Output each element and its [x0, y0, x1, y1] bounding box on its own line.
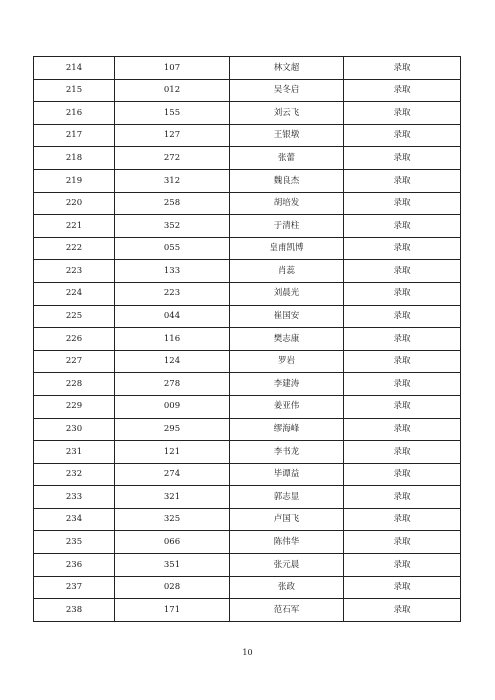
seq-cell: 229 — [34, 395, 115, 418]
seq-cell: 222 — [34, 237, 115, 260]
seq-cell: 227 — [34, 350, 115, 373]
code-cell: 107 — [115, 57, 230, 80]
table-row — [34, 554, 461, 577]
code-cell: 312 — [115, 169, 230, 192]
seq-cell: 226 — [34, 328, 115, 351]
code-cell: 133 — [115, 260, 230, 283]
status-cell: 录取 — [344, 57, 461, 80]
table-row — [34, 237, 461, 260]
status-cell: 录取 — [344, 554, 461, 577]
status-cell: 录取 — [344, 395, 461, 418]
admission-table-body — [34, 57, 461, 622]
status-cell: 录取 — [344, 531, 461, 554]
table-row — [34, 102, 461, 125]
name-cell: 林文超 — [230, 57, 344, 80]
seq-cell: 223 — [34, 260, 115, 283]
seq-cell: 236 — [34, 554, 115, 577]
seq-cell: 228 — [34, 373, 115, 396]
table-row — [34, 79, 461, 102]
name-cell: 肖蕊 — [230, 260, 344, 283]
seq-cell: 217 — [34, 124, 115, 147]
status-cell: 录取 — [344, 305, 461, 328]
status-cell: 录取 — [344, 418, 461, 441]
admission-table — [33, 56, 461, 622]
code-cell: 278 — [115, 373, 230, 396]
table-row — [34, 599, 461, 622]
table-row — [34, 260, 461, 283]
code-cell: 009 — [115, 395, 230, 418]
seq-cell: 224 — [34, 282, 115, 305]
code-cell: 272 — [115, 147, 230, 170]
table-row — [34, 215, 461, 238]
code-cell: 055 — [115, 237, 230, 260]
name-cell: 胡培发 — [230, 192, 344, 215]
seq-cell: 230 — [34, 418, 115, 441]
name-cell: 魏良杰 — [230, 169, 344, 192]
seq-cell: 234 — [34, 508, 115, 531]
name-cell: 毕谭益 — [230, 463, 344, 486]
table-row — [34, 328, 461, 351]
table-row — [34, 576, 461, 599]
status-cell: 录取 — [344, 260, 461, 283]
table-row — [34, 57, 461, 80]
table-row — [34, 147, 461, 170]
status-cell: 录取 — [344, 350, 461, 373]
seq-cell: 221 — [34, 215, 115, 238]
page-number: 10 — [242, 648, 253, 657]
code-cell: 258 — [115, 192, 230, 215]
name-cell: 吴冬启 — [230, 79, 344, 102]
table-row — [34, 192, 461, 215]
name-cell: 陈伟华 — [230, 531, 344, 554]
code-cell: 352 — [115, 215, 230, 238]
name-cell: 皇甫凯博 — [230, 237, 344, 260]
name-cell: 李建涛 — [230, 373, 344, 396]
seq-cell: 237 — [34, 576, 115, 599]
name-cell: 范石军 — [230, 599, 344, 622]
status-cell: 录取 — [344, 486, 461, 509]
seq-cell: 231 — [34, 441, 115, 464]
status-cell: 录取 — [344, 463, 461, 486]
code-cell: 155 — [115, 102, 230, 125]
status-cell: 录取 — [344, 373, 461, 396]
status-cell: 录取 — [344, 576, 461, 599]
name-cell: 崔国安 — [230, 305, 344, 328]
seq-cell: 219 — [34, 169, 115, 192]
status-cell: 录取 — [344, 169, 461, 192]
table-row — [34, 124, 461, 147]
status-cell: 录取 — [344, 124, 461, 147]
name-cell: 刘晨光 — [230, 282, 344, 305]
status-cell: 录取 — [344, 79, 461, 102]
status-cell: 录取 — [344, 192, 461, 215]
name-cell: 于清柱 — [230, 215, 344, 238]
status-cell: 录取 — [344, 328, 461, 351]
status-cell: 录取 — [344, 102, 461, 125]
name-cell: 郭志显 — [230, 486, 344, 509]
table-row — [34, 305, 461, 328]
seq-cell: 214 — [34, 57, 115, 80]
seq-cell: 233 — [34, 486, 115, 509]
code-cell: 124 — [115, 350, 230, 373]
seq-cell: 238 — [34, 599, 115, 622]
code-cell: 066 — [115, 531, 230, 554]
name-cell: 张元晨 — [230, 554, 344, 577]
seq-cell: 225 — [34, 305, 115, 328]
name-cell: 王银墩 — [230, 124, 344, 147]
name-cell: 罗岩 — [230, 350, 344, 373]
name-cell: 樊志康 — [230, 328, 344, 351]
table-row — [34, 350, 461, 373]
name-cell: 卢国飞 — [230, 508, 344, 531]
seq-cell: 235 — [34, 531, 115, 554]
status-cell: 录取 — [344, 508, 461, 531]
table-row — [34, 373, 461, 396]
name-cell: 张政 — [230, 576, 344, 599]
name-cell: 李书龙 — [230, 441, 344, 464]
code-cell: 127 — [115, 124, 230, 147]
table-row — [34, 441, 461, 464]
name-cell: 缪海峰 — [230, 418, 344, 441]
status-cell: 录取 — [344, 237, 461, 260]
status-cell: 录取 — [344, 215, 461, 238]
seq-cell: 232 — [34, 463, 115, 486]
code-cell: 012 — [115, 79, 230, 102]
seq-cell: 216 — [34, 102, 115, 125]
code-cell: 351 — [115, 554, 230, 577]
table-row — [34, 531, 461, 554]
code-cell: 028 — [115, 576, 230, 599]
seq-cell: 215 — [34, 79, 115, 102]
seq-cell: 220 — [34, 192, 115, 215]
status-cell: 录取 — [344, 599, 461, 622]
table-row — [34, 486, 461, 509]
table-row — [34, 282, 461, 305]
code-cell: 325 — [115, 508, 230, 531]
code-cell: 044 — [115, 305, 230, 328]
table-row — [34, 169, 461, 192]
code-cell: 223 — [115, 282, 230, 305]
code-cell: 171 — [115, 599, 230, 622]
name-cell: 张蕾 — [230, 147, 344, 170]
code-cell: 116 — [115, 328, 230, 351]
seq-cell: 218 — [34, 147, 115, 170]
code-cell: 274 — [115, 463, 230, 486]
code-cell: 321 — [115, 486, 230, 509]
table-row — [34, 395, 461, 418]
name-cell: 刘云飞 — [230, 102, 344, 125]
status-cell: 录取 — [344, 282, 461, 305]
status-cell: 录取 — [344, 441, 461, 464]
table-row — [34, 508, 461, 531]
code-cell: 295 — [115, 418, 230, 441]
status-cell: 录取 — [344, 147, 461, 170]
name-cell: 姜亚伟 — [230, 395, 344, 418]
table-row — [34, 463, 461, 486]
table-row — [34, 418, 461, 441]
code-cell: 121 — [115, 441, 230, 464]
